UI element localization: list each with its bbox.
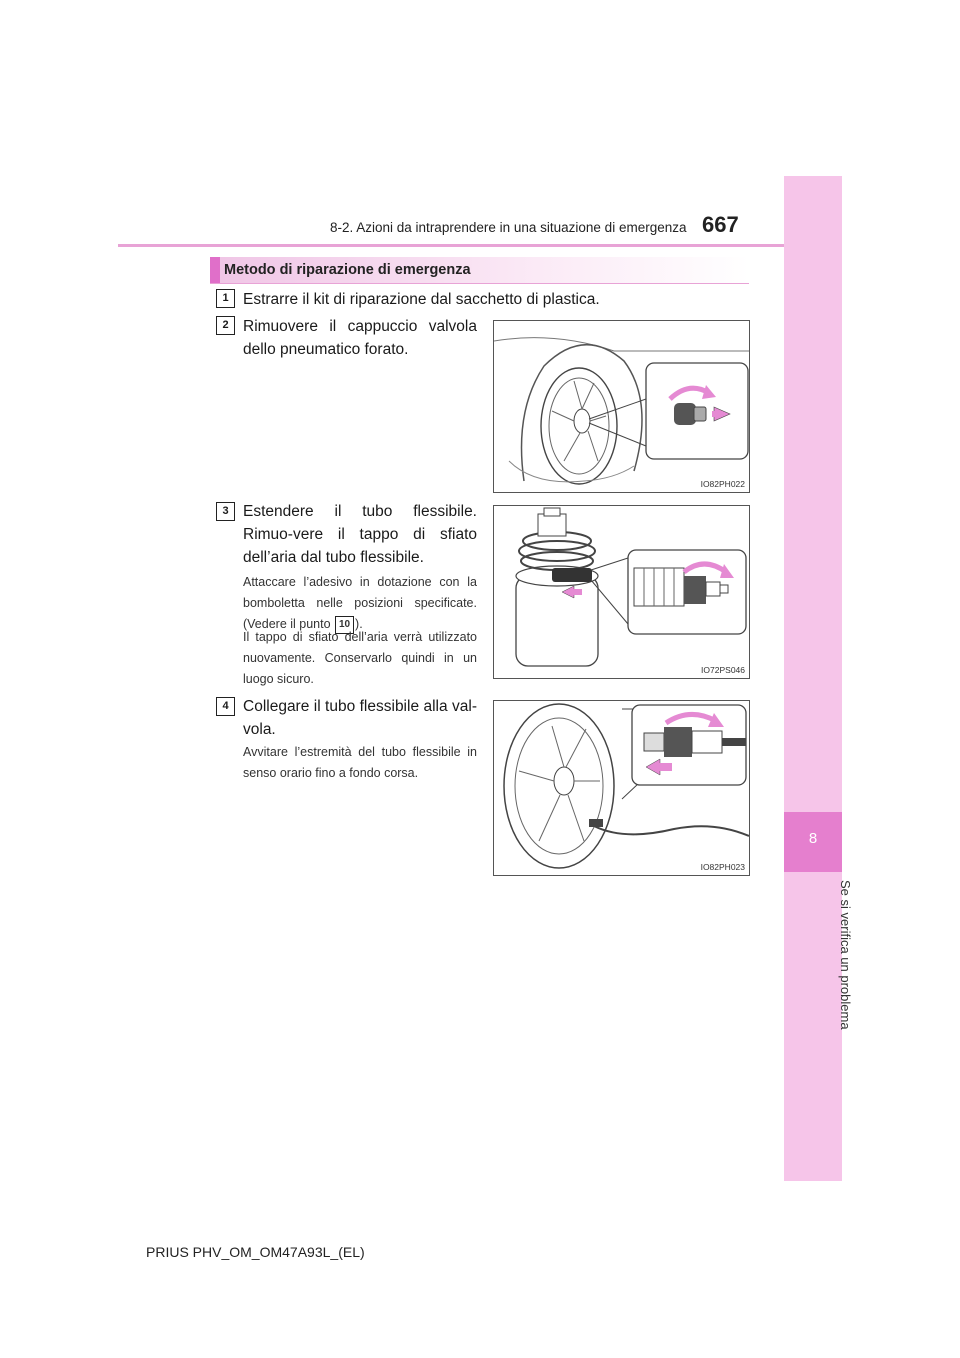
hose-valve-illustration: [494, 701, 749, 875]
step-3-note-2: Il tappo di sfiato dell’aria verrà utilizzato nuovamente. Conservarlo quindi in un luogo sicuro.: [243, 630, 477, 686]
step-number-2: 2: [216, 316, 235, 335]
figure-valve-cap-removal: [493, 320, 750, 493]
chapter-section-header: 8-2. Azioni da intraprendere in una situazione di emergenza: [330, 220, 687, 235]
repair-kit-illustration: [494, 506, 749, 678]
step-4-text: Collegare il tubo flessibile alla val-vola.: [243, 698, 477, 738]
step-3-note-1: [243, 572, 477, 635]
step-3-note-1-text: Attaccare l’adesivo in dotazione con la bomboletta nelle posizioni specificate. (Vedere il punto: [243, 575, 477, 631]
page-number: 667: [702, 212, 739, 237]
step-2-text: Rimuovere il cappuccio valvola dello pneumatico forato.: [243, 318, 477, 358]
header-rule: [118, 244, 842, 247]
step-4-note-1: Avvitare l’estremità del tubo flessibile in senso orario fino a fondo corsa.: [243, 745, 477, 780]
step-number-4: 4: [216, 697, 235, 716]
figure-code: IO72PS046: [701, 665, 745, 675]
step-number-1: 1: [216, 289, 235, 308]
step-number-3: 3: [216, 502, 235, 521]
section-heading: Metodo di riparazione di emergenza: [224, 262, 471, 278]
figure-hose-extension: [493, 505, 750, 679]
tire-valve-illustration: [494, 321, 749, 492]
figure-hose-connection: [493, 700, 750, 876]
step-1-text: Estrarre il kit di riparazione dal sacchetto di plastica.: [243, 291, 600, 308]
figure-code: IO82PH022: [700, 479, 745, 489]
document-code: PRIUS PHV_OM_OM47A93L_(EL): [146, 1244, 365, 1260]
chapter-title: Se si verifica un problema: [838, 880, 853, 1030]
chapter-number: 8: [808, 830, 818, 847]
step-reference-box: 10: [335, 616, 354, 634]
step-3-note-1-end: ).: [355, 617, 363, 631]
figure-code: IO82PH023: [700, 862, 745, 872]
section-rule: [210, 283, 749, 284]
step-3-text: Estendere il tubo flessibile. Rimuo-vere il tappo di sfiato dell’aria dal tubo flessibile.: [243, 503, 477, 566]
